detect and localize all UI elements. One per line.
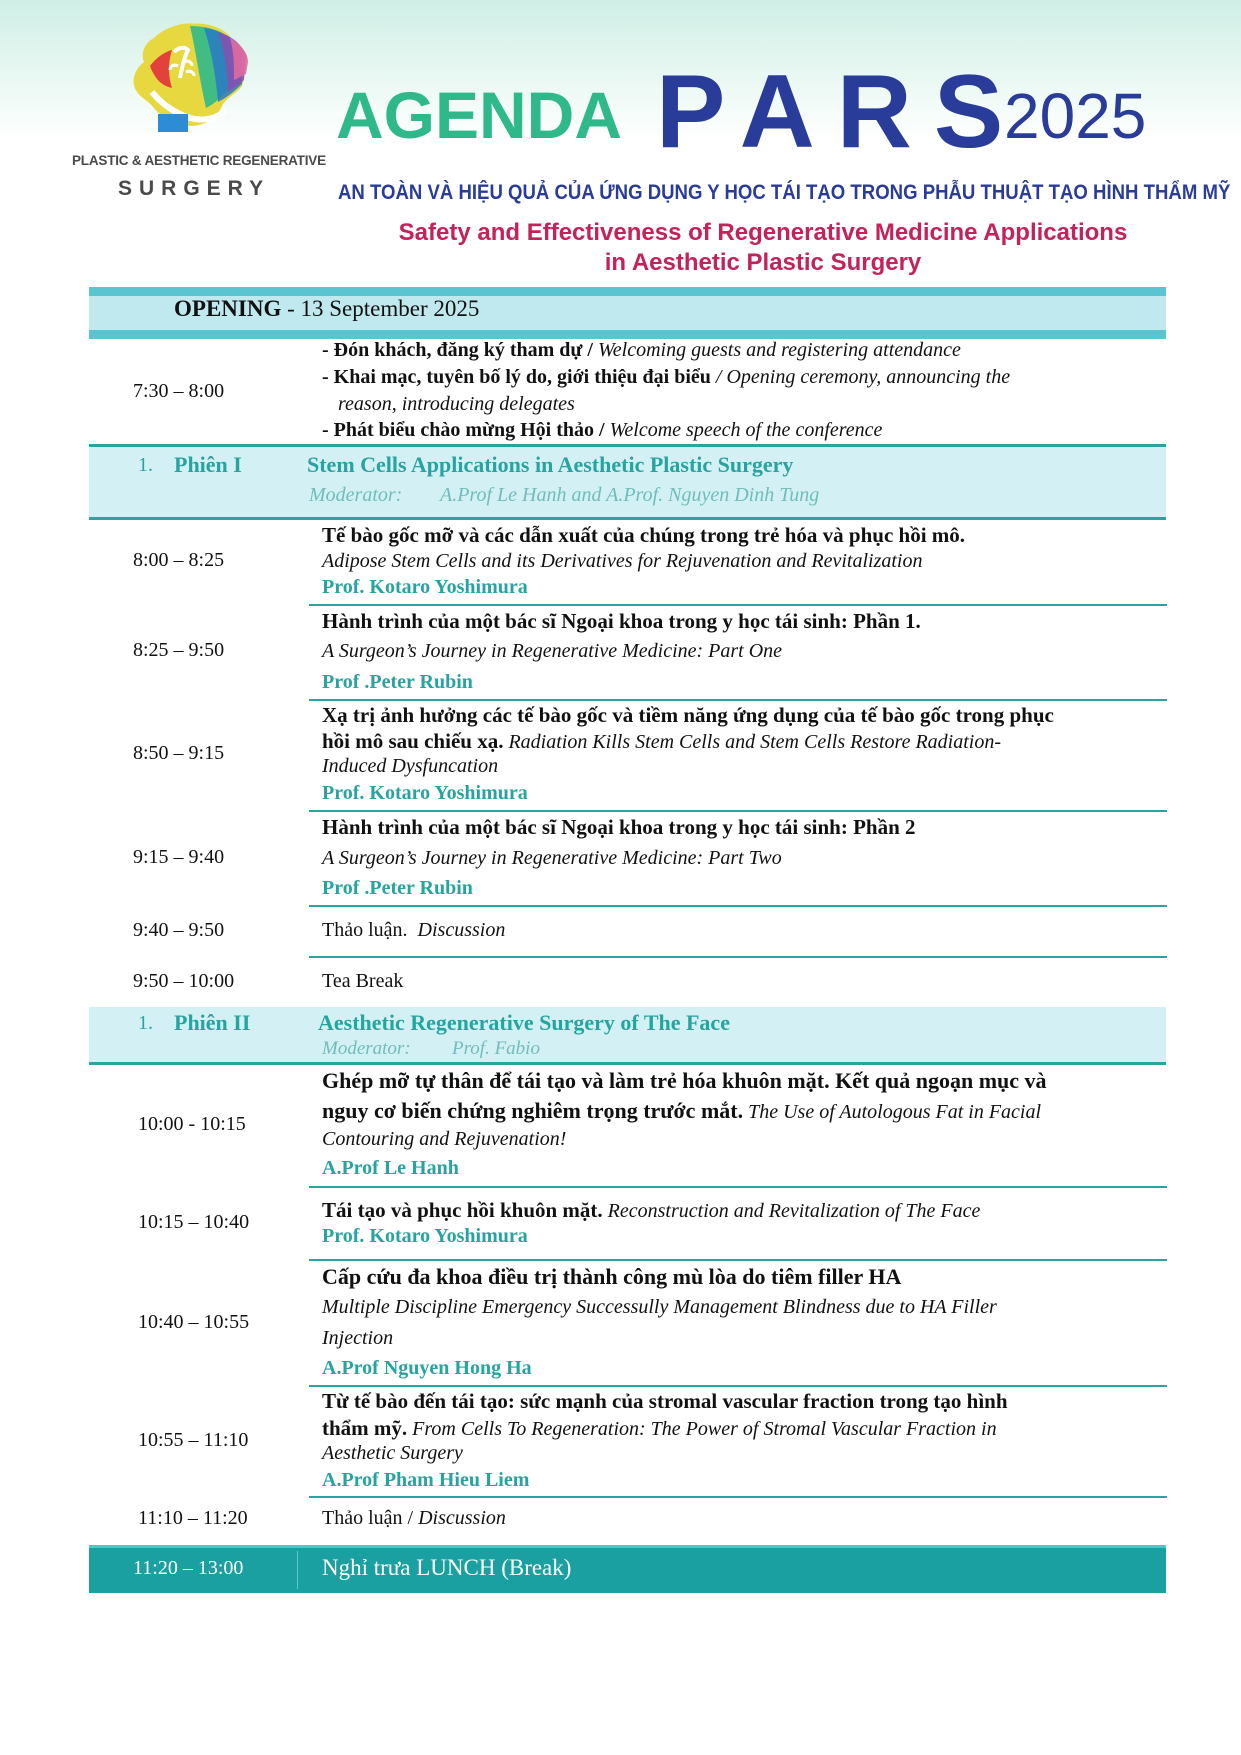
talk-speaker: A.Prof Nguyen Hong Ha — [322, 1357, 532, 1379]
session2-number: 1. — [138, 1012, 153, 1034]
talk-title-en: A Surgeon’s Journey in Regenerative Medicine: Part Two — [322, 847, 782, 869]
row-divider — [309, 905, 1167, 907]
session2-moderators: Prof. Fabio — [452, 1038, 540, 1059]
talk-title-en-cont: Aesthetic Surgery — [322, 1442, 463, 1464]
talk-title-vi: Xạ trị ảnh hưởng các tế bào gốc và tiềm năng ứng dụng của tế bào gốc trong phục — [322, 703, 1054, 727]
talk-title-vi: Cấp cứu đa khoa điều trị thành công mù lòa do tiêm filler HA — [322, 1264, 902, 1289]
talk-speaker: Prof. Kotaro Yoshimura — [322, 782, 528, 804]
talk-time: 8:00 – 8:25 — [133, 549, 225, 571]
row-divider — [309, 1496, 1167, 1498]
logo-tagline: PLASTIC & AESTHETIC REGENERATIVE — [72, 153, 326, 168]
session2-label: Phiên II — [174, 1010, 251, 1035]
lunch-band — [89, 1545, 1166, 1593]
talk-speaker: A.Prof Le Hanh — [322, 1157, 459, 1179]
talk-title-vi: Tế bào gốc mỡ và các dẫn xuất của chúng trong trẻ hóa và phục hồi mô. — [322, 523, 966, 547]
talk-time: 10:00 - 10:15 — [138, 1113, 246, 1135]
title-pars: PARS — [656, 54, 1026, 170]
opening-item-2: - Khai mạc, tuyên bố lý do, giới thiệu đại biểu / Opening ceremony, announcing the — [322, 366, 1011, 388]
tea-break-time: 9:50 – 10:00 — [133, 970, 235, 992]
opening-heading — [174, 296, 479, 322]
talk-title-vi: Hành trình của một bác sĩ Ngoại khoa trong y học tái sinh: Phần 2 — [322, 815, 916, 839]
talk-title-vi: Ghép mỡ tự thân để tái tạo và làm trẻ hóa khuôn mặt. Kết quả ngoạn mục và — [322, 1068, 1047, 1093]
talk-time: 8:25 – 9:50 — [133, 639, 225, 661]
opening-item-3: - Phát biểu chào mừng Hội thảo / Welcome speech of the conference — [322, 419, 883, 441]
opening-label: OPENING — [174, 296, 282, 321]
talk-speaker: A.Prof Pham Hieu Liem — [322, 1469, 530, 1491]
talk-speaker: Prof .Peter Rubin — [322, 877, 473, 899]
talk-title-vi-cont: hồi mô sau chiếu xạ. Radiation Kills Stem Cells and Stem Cells Restore Radiation- — [322, 729, 1002, 753]
opening-item-1: - Đón khách, đăng ký tham dự / Welcoming guests and registering attendance — [322, 339, 961, 361]
discussion-time: 11:10 – 11:20 — [138, 1507, 248, 1529]
row-divider — [309, 810, 1167, 812]
lunch-label: Nghỉ trưa LUNCH (Break) — [322, 1555, 572, 1580]
talk-title: Tái tạo và phục hồi khuôn mặt. Reconstruction and Revitalization of The Face — [322, 1198, 981, 1222]
talk-title-en: Adipose Stem Cells and its Derivatives for Rejuvenation and Revitalization — [322, 550, 923, 572]
opening-item-2-cont: reason, introducing delegates — [338, 393, 575, 415]
talk-title-en-cont: Contouring and Rejuvenation! — [322, 1128, 567, 1150]
row-divider — [309, 604, 1167, 606]
talk-title-vi: Từ tế bào đến tái tạo: sức mạnh của stromal vascular fraction trong tạo hình — [322, 1389, 1008, 1413]
talk-speaker: Prof .Peter Rubin — [322, 671, 473, 693]
talk-time: 10:55 – 11:10 — [138, 1429, 249, 1451]
title-year: 2025 — [1004, 80, 1147, 152]
subtitle-english-line2: in Aesthetic Plastic Surgery — [604, 249, 922, 276]
talk-speaker: Prof. Kotaro Yoshimura — [322, 576, 528, 598]
opening-date: - 13 September 2025 — [281, 296, 480, 321]
session1-label: Phiên I — [174, 452, 242, 477]
session2-title: Aesthetic Regenerative Surgery of The Face — [318, 1010, 730, 1035]
title-agenda: AGENDA — [336, 78, 623, 152]
row-divider — [309, 956, 1167, 958]
subtitle-english-line1: Safety and Effectiveness of Regenerative Medicine Applications — [398, 219, 1128, 246]
tea-break-label: Tea Break — [322, 970, 404, 992]
talk-time: 10:40 – 10:55 — [138, 1311, 250, 1333]
discussion-label: Thảo luận / Discussion — [322, 1507, 506, 1529]
lunch-divider — [297, 1551, 298, 1589]
row-divider — [309, 1186, 1167, 1188]
discussion-time: 9:40 – 9:50 — [133, 919, 225, 941]
talk-time: 8:50 – 9:15 — [133, 742, 225, 764]
talk-title-en: A Surgeon’s Journey in Regenerative Medicine: Part One — [322, 640, 783, 662]
opening-time: 7:30 – 8:00 — [133, 380, 225, 402]
lunch-time: 11:20 – 13:00 — [133, 1557, 244, 1579]
session2-moderator-label: Moderator: — [322, 1038, 411, 1059]
logo-surgery-text: SURGERY — [118, 177, 271, 200]
talk-title-vi-cont: thẩm mỹ. From Cells To Regeneration: The Power of Stromal Vascular Fraction in — [322, 1416, 997, 1440]
subtitle-vietnamese: AN TOÀN VÀ HIỆU QUẢ CỦA ỨNG DỤNG Y HỌC TÁI TẠO TRONG PHẪU THUẬT TẠO HÌNH THẨM MỸ — [338, 181, 1231, 204]
talk-speaker: Prof. Kotaro Yoshimura — [322, 1225, 528, 1247]
talk-title-en-cont: Injection — [322, 1327, 394, 1349]
talk-time: 10:15 – 10:40 — [138, 1211, 250, 1233]
session1-title: Stem Cells Applications in Aesthetic Plastic Surgery — [307, 452, 794, 477]
session1-number: 1. — [138, 454, 153, 476]
discussion-label: Thảo luận. Discussion — [322, 919, 506, 941]
pars-logo-icon — [130, 22, 250, 140]
talk-title-en-cont: Induced Dysfuncation — [322, 755, 499, 777]
row-divider — [309, 1259, 1167, 1261]
row-divider — [309, 699, 1167, 701]
talk-title-vi-cont: nguy cơ biến chứng nghiêm trọng trước mắt. The Use of Autologous Fat in Facial — [322, 1098, 1042, 1123]
talk-time: 9:15 – 9:40 — [133, 846, 225, 868]
talk-title-vi: Hành trình của một bác sĩ Ngoại khoa trong y học tái sinh: Phần 1. — [322, 609, 921, 633]
session1-moderators: A.Prof Le Hanh and A.Prof. Nguyen Dinh Tung — [440, 484, 820, 506]
talk-title-en: Multiple Discipline Emergency Successully Management Blindness due to HA Filler — [322, 1296, 997, 1318]
row-divider — [309, 1385, 1167, 1387]
session1-moderator-label: Moderator: — [309, 484, 403, 506]
